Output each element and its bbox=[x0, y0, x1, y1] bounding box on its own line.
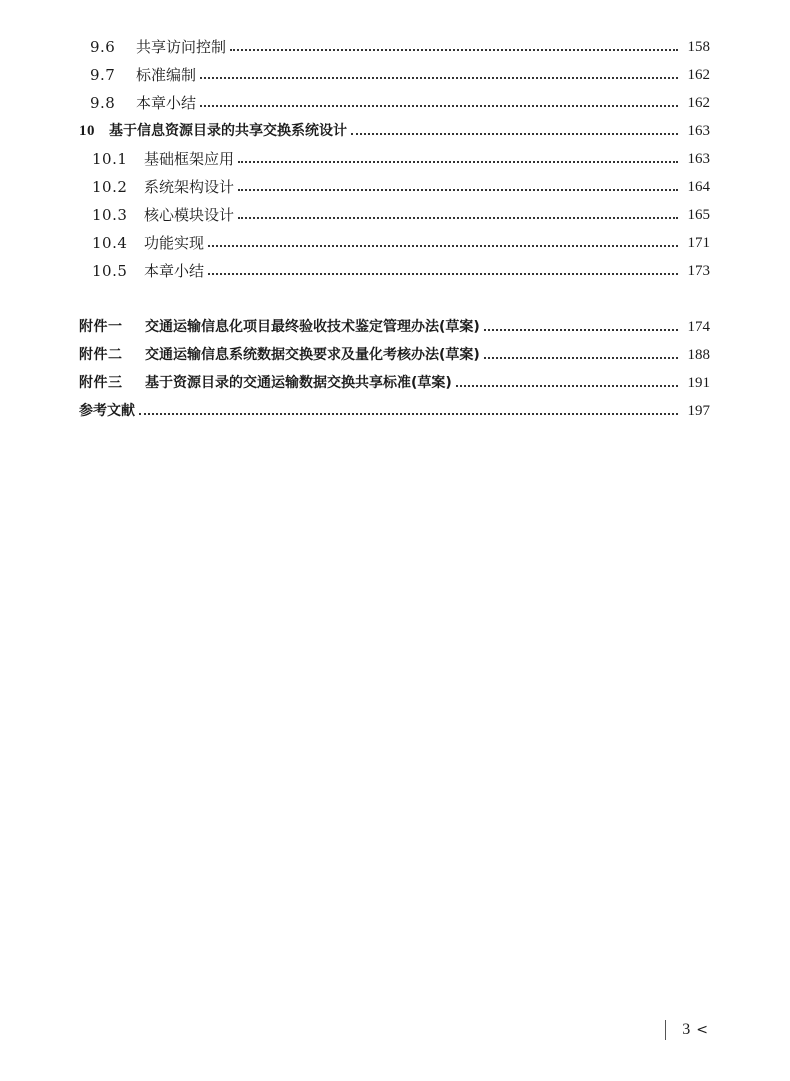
page-number: 174 bbox=[687, 319, 710, 335]
section-number: 9.6 bbox=[90, 38, 116, 56]
page-number: 158 bbox=[687, 39, 710, 55]
page-number: 171 bbox=[687, 235, 710, 251]
dot-leader bbox=[200, 77, 678, 79]
toc-entry-10-5[interactable] bbox=[92, 256, 710, 280]
appendix-label: 附件二 bbox=[79, 347, 123, 363]
page-number: 164 bbox=[687, 179, 710, 195]
section-number: 9.8 bbox=[90, 94, 116, 112]
toc-entry-appendix-1[interactable] bbox=[79, 312, 710, 336]
toc-entry-10-4[interactable] bbox=[92, 228, 710, 252]
dot-leader bbox=[238, 161, 678, 163]
toc-entry-appendix-2[interactable] bbox=[79, 340, 710, 364]
appendix-label: 附件三 bbox=[79, 375, 123, 391]
page-number: 162 bbox=[687, 95, 710, 111]
dot-leader bbox=[351, 133, 678, 135]
toc-entry-chapter-10[interactable] bbox=[79, 116, 710, 140]
folio-number: 3 bbox=[682, 1021, 691, 1038]
section-title: 本章小结 bbox=[144, 262, 205, 280]
toc-entry-9-7[interactable] bbox=[90, 60, 710, 84]
dot-leader bbox=[200, 105, 678, 107]
dot-leader bbox=[230, 49, 678, 51]
appendix-title: 交通运输信息化项目最终验收技术鉴定管理办法(草案) bbox=[145, 319, 480, 335]
section-title: 共享访问控制 bbox=[136, 38, 227, 56]
toc-entry-references[interactable] bbox=[79, 396, 710, 420]
section-number: 9.7 bbox=[90, 66, 116, 84]
section-title: 标准编制 bbox=[136, 66, 197, 84]
dot-leader bbox=[456, 385, 678, 387]
page-number: 188 bbox=[687, 347, 710, 363]
footer-divider bbox=[665, 1020, 666, 1040]
dot-leader bbox=[238, 217, 678, 219]
section-title: 系统架构设计 bbox=[144, 178, 235, 196]
toc-entry-appendix-3[interactable] bbox=[79, 368, 710, 392]
dot-leader bbox=[484, 329, 678, 331]
section-title: 核心模块设计 bbox=[144, 206, 235, 224]
page-number: 165 bbox=[687, 207, 710, 223]
section-title: 功能实现 bbox=[144, 234, 205, 252]
appendix-title: 基于资源目录的交通运输数据交换共享标准(草案) bbox=[145, 375, 452, 391]
page-number: 163 bbox=[687, 123, 710, 139]
section-title: 基础框架应用 bbox=[144, 150, 235, 168]
page-footer bbox=[665, 1018, 708, 1042]
page-number: 191 bbox=[687, 375, 710, 391]
page-number: 197 bbox=[687, 403, 710, 419]
chapter-number: 10 bbox=[79, 123, 95, 139]
section-number: 10.3 bbox=[92, 206, 128, 224]
dot-leader bbox=[208, 245, 678, 247]
chevron-left-icon: < bbox=[696, 1022, 708, 1038]
section-number: 10.1 bbox=[92, 150, 128, 168]
section-number: 10.5 bbox=[92, 262, 128, 280]
toc-entry-9-6[interactable] bbox=[90, 32, 710, 56]
appendix-label: 附件一 bbox=[79, 319, 123, 335]
dot-leader bbox=[139, 413, 678, 415]
appendix-title: 交通运输信息系统数据交换要求及量化考核办法(草案) bbox=[145, 347, 480, 363]
section-title: 本章小结 bbox=[136, 94, 197, 112]
references-title: 参考文献 bbox=[79, 403, 135, 419]
page-number: 162 bbox=[687, 67, 710, 83]
dot-leader bbox=[208, 273, 678, 275]
dot-leader bbox=[238, 189, 678, 191]
page-number: 173 bbox=[687, 263, 710, 279]
page-number: 163 bbox=[687, 151, 710, 167]
chapter-title: 基于信息资源目录的共享交换系统设计 bbox=[109, 123, 347, 139]
dot-leader bbox=[484, 357, 678, 359]
toc-entry-10-3[interactable] bbox=[92, 200, 710, 224]
toc-entry-9-8[interactable] bbox=[90, 88, 710, 112]
toc-entry-10-2[interactable] bbox=[92, 172, 710, 196]
toc-entry-10-1[interactable] bbox=[92, 144, 710, 168]
section-number: 10.2 bbox=[92, 178, 128, 196]
section-number: 10.4 bbox=[92, 234, 128, 252]
